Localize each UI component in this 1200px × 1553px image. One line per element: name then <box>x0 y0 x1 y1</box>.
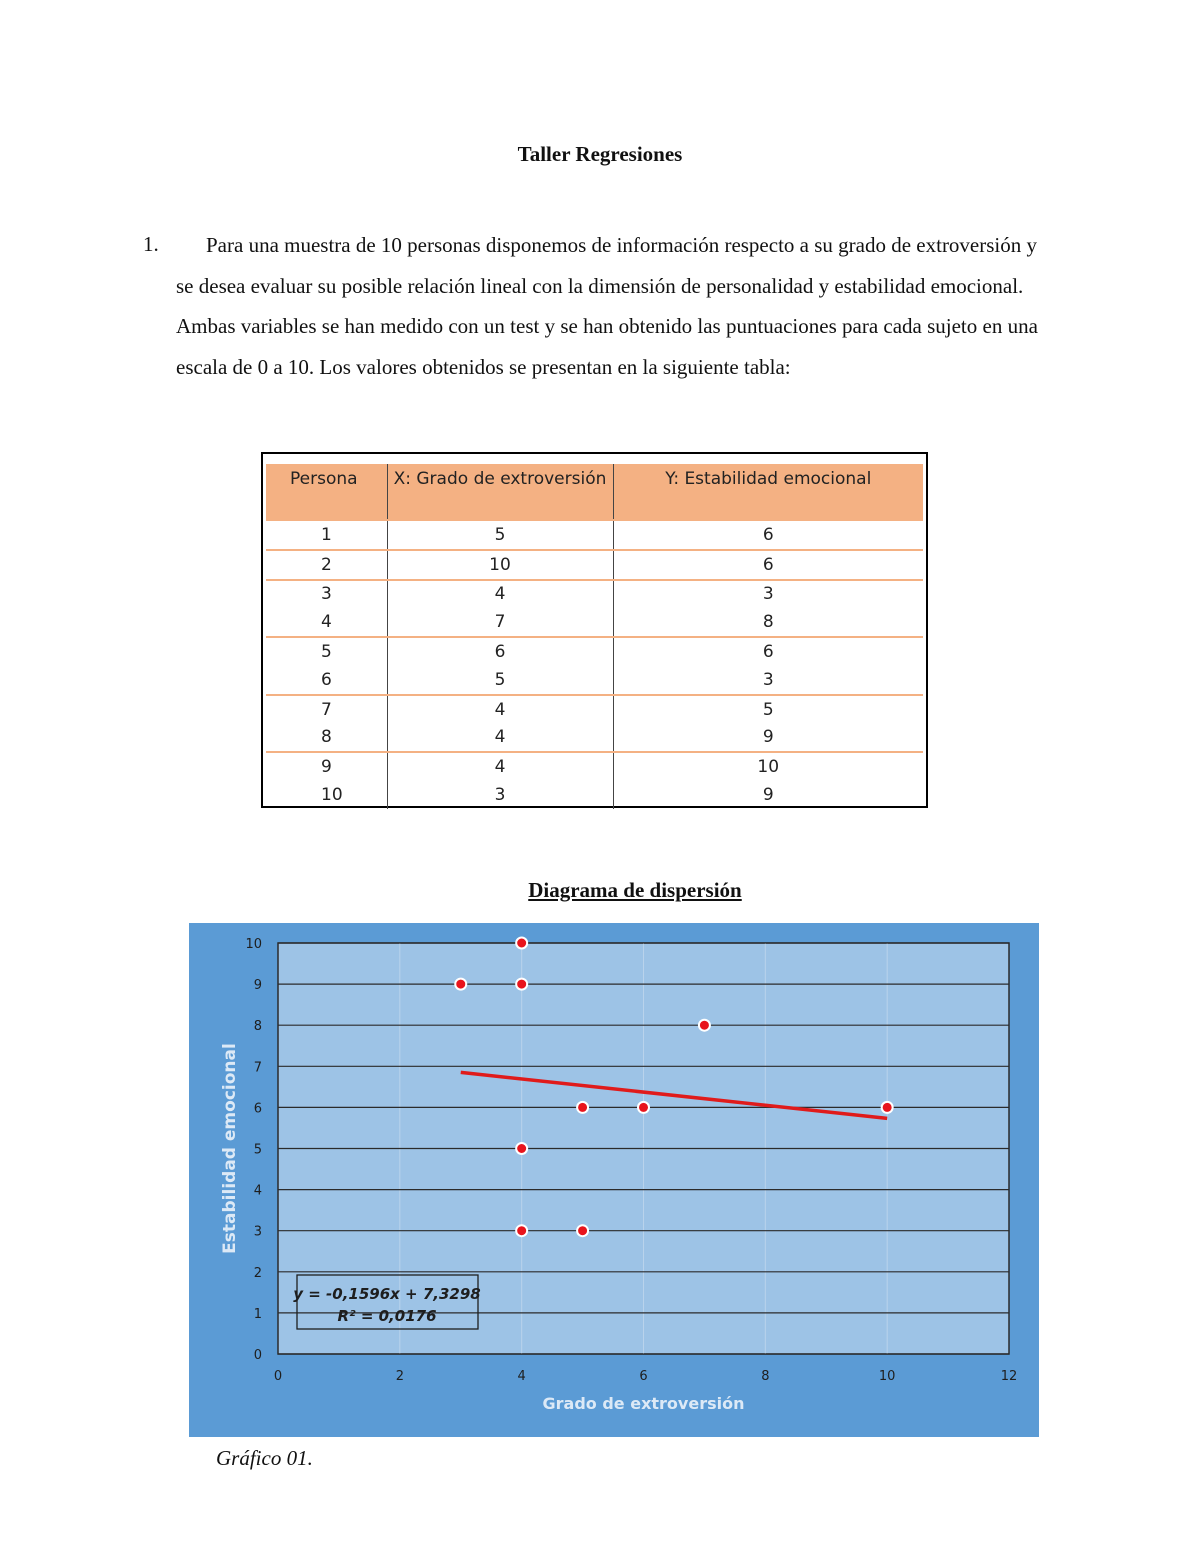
x-tick-label: 2 <box>395 1369 404 1384</box>
data-point <box>455 979 466 990</box>
data-point <box>638 1102 649 1113</box>
cell-persona: 7 <box>266 695 387 724</box>
x-tick-label: 10 <box>878 1369 896 1384</box>
y-tick-label: 3 <box>253 1224 262 1240</box>
y-tick-label: 6 <box>253 1101 262 1117</box>
data-point <box>577 1225 588 1236</box>
column-header-y: Y: Estabilidad emocional <box>613 464 923 520</box>
cell-y: 6 <box>613 520 923 550</box>
cell-persona: 3 <box>266 580 387 609</box>
y-axis-title: Estabilidad emocional <box>220 1043 240 1254</box>
cell-x: 4 <box>387 752 613 781</box>
data-point <box>577 1102 588 1113</box>
scatter-chart-svg <box>189 923 1039 1437</box>
cell-y: 6 <box>762 642 774 663</box>
y-tick-label: 0 <box>253 1348 262 1363</box>
x-tick-label: 8 <box>761 1369 770 1384</box>
y-tick-label: 9 <box>253 978 262 994</box>
y-tick-label: 1 <box>253 1306 262 1322</box>
data-table <box>266 464 923 809</box>
data-table-frame <box>261 452 928 808</box>
cell-persona: 9 <box>266 752 387 781</box>
trendline-equation: y = -0,1596x + 7,3298 <box>293 1285 481 1303</box>
data-point <box>516 1225 527 1236</box>
scatter-chart <box>189 923 1039 1437</box>
cell-y: 9 <box>762 785 774 806</box>
table-row <box>266 666 923 695</box>
cell-persona: 6 <box>266 666 387 695</box>
x-tick-label: 12 <box>1000 1369 1018 1384</box>
cell-x: 3 <box>387 781 613 809</box>
y-tick-label: 10 <box>245 937 262 952</box>
table-row <box>266 781 923 809</box>
column-header-x: X: Grado de extroversión <box>387 464 613 520</box>
table-header-row <box>266 464 923 520</box>
y-tick-label: 8 <box>253 1019 262 1035</box>
figure-caption: Gráfico 01. <box>216 1446 313 1470</box>
table-row <box>266 550 923 580</box>
cell-persona: 1 <box>266 520 387 550</box>
cell-y: 6 <box>613 550 923 580</box>
x-tick-label: 0 <box>273 1369 283 1384</box>
y-tick-label: 5 <box>253 1142 262 1158</box>
cell-x: 4 <box>387 580 613 609</box>
chart-heading: Diagrama de dispersión <box>528 878 742 902</box>
y-tick-label: 2 <box>253 1265 262 1281</box>
cell-x: 7 <box>387 608 613 637</box>
cell-persona: 10 <box>266 781 387 809</box>
column-header-persona: Persona <box>266 464 387 520</box>
cell-persona: 2 <box>266 550 387 580</box>
data-point <box>699 1020 710 1031</box>
cell-x: 6 <box>387 637 613 666</box>
x-axis-title: Grado de extroversión <box>542 1394 745 1413</box>
y-tick-label: 4 <box>253 1183 262 1199</box>
table-row <box>266 608 923 637</box>
cell-x: 10 <box>387 550 613 580</box>
question-text: Para una muestra de 10 personas disponemos de información respecto a su grado de extroversión y se desea evaluar su posible relación lineal con la dimensión de personalidad y estabilidad emocional. Ambas variables se han medido con un test y se han obtenido las puntuaciones para cada sujeto en una escala de 0 a 10. Los valores obtenidos se presentan en la siguiente tabla: <box>176 233 1038 379</box>
cell-y: 3 <box>762 584 774 605</box>
r-squared-label: R² = 0,0176 <box>337 1307 437 1325</box>
cell-persona: 4 <box>266 608 387 637</box>
cell-x: 5 <box>387 520 613 550</box>
y-tick-label: 7 <box>253 1060 262 1076</box>
table-row <box>266 637 923 666</box>
cell-y: 9 <box>613 724 923 753</box>
cell-persona: 5 <box>266 637 387 666</box>
data-point <box>882 1102 893 1113</box>
cell-persona: 8 <box>266 724 387 753</box>
document-title: Taller Regresiones <box>517 142 683 166</box>
data-point <box>516 1143 527 1154</box>
table-row <box>266 520 923 550</box>
cell-y: 10 <box>757 757 780 778</box>
x-tick-label: 4 <box>517 1369 526 1384</box>
cell-x: 4 <box>387 695 613 724</box>
table-row <box>266 580 923 609</box>
data-point <box>516 979 527 990</box>
cell-x: 5 <box>387 666 613 695</box>
table-row <box>266 724 923 753</box>
cell-x: 4 <box>387 724 613 753</box>
question-number: 1. <box>143 232 159 256</box>
table-row <box>266 752 923 781</box>
data-point <box>516 938 527 949</box>
table-row <box>266 695 923 724</box>
cell-y: 3 <box>613 666 923 695</box>
x-tick-label: 6 <box>639 1369 648 1384</box>
cell-y: 8 <box>613 608 923 637</box>
cell-y: 5 <box>762 699 774 720</box>
